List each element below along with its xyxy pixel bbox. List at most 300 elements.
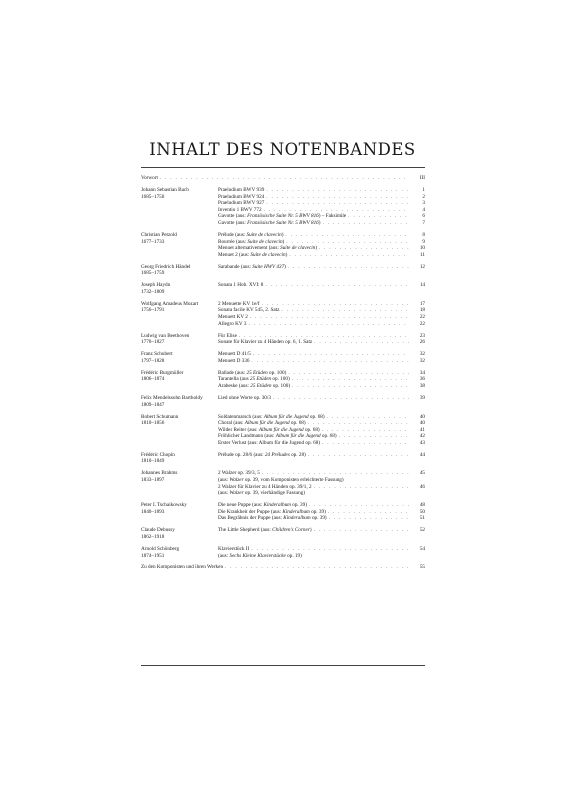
- toc-entry-work[interactable]: [218, 420, 425, 427]
- work-title: Sonata 1 Hob. XVI: 8: [218, 282, 264, 289]
- work-title-part: Tarantella (aus: [218, 376, 250, 383]
- composer-dates: 1840–1893: [141, 508, 165, 515]
- leader-dots: [225, 564, 409, 571]
- page-number: 14: [419, 282, 425, 289]
- composer-info: [141, 187, 218, 227]
- work-title-part: Bourrée (aus:: [218, 238, 248, 245]
- work-title-part: Gavotte (aus:: [218, 219, 248, 226]
- work-title-part: op. 100): [271, 382, 291, 389]
- composer-name: Georg Friedrich Händel: [141, 263, 191, 270]
- work-source-title: Französische Suite Nr. 5 BWV 816: [247, 213, 319, 220]
- leader-dots: [281, 307, 409, 314]
- toc-entry-work[interactable]: [218, 383, 425, 390]
- work-source-title: Kinderalbum: [283, 515, 311, 522]
- work-source-title: Französische Suite Nr. 5 BWV 816: [247, 219, 319, 226]
- composer-info: [141, 395, 218, 408]
- toc-entry-work[interactable]: [218, 220, 425, 227]
- bottom-rule: [141, 665, 425, 666]
- leader-dots: [314, 484, 409, 491]
- work-title: [218, 477, 344, 484]
- work-title: Praeludium BWV 927: [218, 200, 265, 207]
- work-list: [218, 452, 425, 465]
- page-number: 4: [422, 206, 425, 213]
- work-title-part: op. 39): [310, 515, 327, 522]
- work-source-title: Suite de clavecin: [246, 231, 282, 238]
- composer-block: [141, 301, 425, 327]
- work-source-title: Suite HWV 437: [252, 263, 285, 270]
- work-source-title: Sechs Kleine Klavierstücke: [229, 552, 286, 559]
- composer-block: [141, 264, 425, 277]
- composer-block: [141, 351, 425, 364]
- work-source-title: Walzer: [229, 477, 244, 484]
- page-number: 48: [419, 502, 425, 509]
- work-title: [218, 490, 305, 497]
- work-title: [218, 553, 302, 560]
- work-source-title: Suite de clavecin: [247, 238, 283, 245]
- composer-info: [141, 452, 218, 465]
- work-title: Inventio 1 BWV 772: [218, 206, 262, 213]
- entry-title: Zu den Komponisten und ihren Werken: [141, 564, 224, 571]
- toc-entry-work[interactable]: [218, 452, 425, 459]
- work-title-part: ): [309, 527, 312, 534]
- work-list: [218, 370, 425, 390]
- work-title: [218, 509, 326, 516]
- composer-dates: 1874–1951: [141, 552, 165, 559]
- work-source-title: Kinderalbum: [282, 508, 310, 515]
- page-number: 23: [419, 332, 425, 339]
- composer-name: Ludwig van Beethoven: [141, 332, 190, 339]
- composer-info: [141, 282, 218, 295]
- work-title: 2 Menuette KV 1e/f: [218, 300, 260, 307]
- composer-info: [141, 470, 218, 496]
- work-title: [218, 433, 337, 440]
- toc-entry-work[interactable]: [218, 509, 425, 516]
- work-title: [218, 232, 283, 239]
- toc-entry-work[interactable]: [218, 546, 425, 553]
- work-title: Praeludium BWV 924: [218, 193, 265, 200]
- composer-info: [141, 546, 218, 559]
- page-number: 46: [419, 483, 425, 490]
- composer-info: [141, 333, 218, 346]
- work-title-part: ): [284, 263, 286, 270]
- toc-entry-work[interactable]: [218, 502, 425, 509]
- composer-dates: 1806–1874: [141, 376, 165, 383]
- work-list: [218, 282, 425, 295]
- toc-entry-work[interactable]: [218, 307, 425, 314]
- work-title-part: op. 68): [320, 433, 337, 440]
- toc-entry-work[interactable]: [218, 264, 425, 271]
- composer-name: Johann Sebastian Bach: [141, 186, 189, 193]
- work-title: [218, 414, 325, 421]
- toc-entry-work[interactable]: [218, 433, 425, 440]
- toc-entry-work[interactable]: [218, 194, 425, 201]
- toc-entry-komponisten[interactable]: [141, 564, 425, 571]
- toc-entry-work[interactable]: [218, 239, 425, 246]
- page-number: 54: [419, 545, 425, 552]
- leader-dots: [308, 452, 409, 459]
- work-title: 2 Walzer op. 39/3, 5: [218, 470, 260, 477]
- work-list: [218, 470, 425, 496]
- toc-entry-work[interactable]: [218, 321, 425, 328]
- composer-name: Robert Schumann: [141, 413, 179, 420]
- toc-entry-work[interactable]: [218, 470, 425, 477]
- toc-entry-work[interactable]: [218, 527, 425, 534]
- toc-entry-work[interactable]: [218, 200, 425, 207]
- toc-entry-work[interactable]: [218, 376, 425, 383]
- page-title: INHALT DES NOTENBANDES: [149, 140, 416, 159]
- page-number: 44: [419, 451, 425, 458]
- composer-name: Johannes Brahms: [141, 470, 178, 477]
- composer-info: [141, 264, 218, 277]
- work-title: [218, 213, 346, 220]
- leader-dots: [288, 370, 409, 377]
- work-title: Praeludium BWV 939: [218, 186, 265, 193]
- composer-dates: 1797–1828: [141, 357, 165, 364]
- work-title-part: op. 100): [267, 369, 287, 376]
- composer-block: [141, 527, 425, 540]
- work-source-title: 25 Etüden: [249, 376, 272, 383]
- composer-dates: 1862–1918: [141, 534, 165, 540]
- composer-block: [141, 502, 425, 522]
- toc-entry-vorwort[interactable]: [141, 175, 425, 182]
- toc-entry-work[interactable]: [218, 395, 425, 402]
- page-number: 41: [419, 426, 425, 433]
- leader-dots: [319, 245, 409, 252]
- work-title: [218, 376, 290, 383]
- work-title-part: ): [285, 251, 288, 258]
- composer-name: Claude Debussy: [141, 527, 175, 534]
- work-title-part: op. 39, vom Komponisten erleichterte Fassung): [243, 477, 344, 484]
- toc-entry-work[interactable]: [218, 301, 425, 308]
- leader-dots: [266, 187, 409, 194]
- leader-dots: [251, 546, 409, 553]
- page-number: 36: [419, 376, 425, 383]
- toc-entry-work[interactable]: [218, 358, 425, 365]
- work-list: [218, 264, 425, 277]
- composer-block: [141, 452, 425, 465]
- page-number: 7: [422, 219, 425, 226]
- work-title: [218, 252, 287, 259]
- page-number: 26: [419, 339, 425, 346]
- page-number: 40: [419, 413, 425, 420]
- page-number: 12: [419, 263, 425, 270]
- toc-entry-work[interactable]: [218, 333, 425, 340]
- toc-entry-work[interactable]: [218, 351, 425, 358]
- page-number: 32: [419, 357, 425, 364]
- work-title-part: Die neue Puppe (aus:: [218, 502, 264, 509]
- composer-dates: 1685–1750: [141, 193, 165, 200]
- work-title: Sonate für Klavier zu 4 Händen op. 6, 1. Satz: [218, 339, 313, 346]
- page-number: 50: [419, 508, 425, 515]
- composer-info: [141, 351, 218, 364]
- leader-dots: [309, 502, 409, 509]
- leader-dots: [327, 414, 409, 421]
- work-list: [218, 527, 425, 540]
- composer-info: [141, 527, 218, 540]
- work-subtitle: [218, 477, 425, 484]
- work-title-part: (aus:: [218, 477, 230, 484]
- leader-dots: [285, 232, 409, 239]
- leader-dots: [322, 427, 409, 434]
- work-title-part: ): [318, 219, 321, 226]
- leader-dots: [253, 351, 409, 358]
- work-title-part: Ballade (aus:: [218, 369, 247, 376]
- work-title: [218, 515, 327, 522]
- work-title-part: Das Begräbnis der Puppe (aus:: [218, 515, 284, 522]
- work-title-part: (aus:: [218, 552, 230, 559]
- composer-name: Peter I. Tschaikowsky: [141, 502, 187, 509]
- composer-info: [141, 414, 218, 447]
- toc-entry-work[interactable]: [218, 314, 425, 321]
- leader-dots: [248, 321, 409, 328]
- work-title-part: ) – Faksimile: [318, 213, 347, 220]
- page-number: 3: [422, 200, 425, 207]
- toc-entry-work[interactable]: [218, 440, 425, 447]
- work-source-title: Suite de clavecin: [250, 251, 286, 258]
- leader-dots: [262, 470, 409, 477]
- work-title-part: op. 100): [271, 376, 290, 383]
- toc-entry-work[interactable]: [218, 252, 425, 259]
- toc-entry-work[interactable]: [218, 187, 425, 194]
- work-title: [218, 264, 286, 271]
- work-title-part: Arabeske (aus:: [218, 382, 251, 389]
- leader-dots: [288, 264, 409, 271]
- work-title-part: The Little Shepherd (aus:: [218, 527, 273, 534]
- composer-info: [141, 502, 218, 522]
- leader-dots: [322, 440, 409, 447]
- composer-list: [141, 187, 425, 559]
- page-number: 43: [419, 439, 425, 446]
- toc-entry-work[interactable]: [218, 414, 425, 421]
- work-title-part: op. 68): [308, 413, 325, 420]
- leader-dots: [314, 339, 409, 346]
- work-source-title: Suite de clavecin: [280, 245, 316, 252]
- toc-entry-work[interactable]: [218, 207, 425, 214]
- page-number: 8: [422, 231, 425, 238]
- page-number: 11: [420, 251, 425, 258]
- work-title-part: op. 68): [289, 420, 306, 427]
- work-title-part: op. 19): [285, 552, 302, 559]
- composer-dates: 1677–1733: [141, 238, 165, 245]
- leader-dots: [286, 239, 409, 246]
- composer-name: Joseph Haydn: [141, 282, 171, 289]
- work-source-title: Album für die Jugend: [275, 433, 321, 440]
- work-source-title: 24 Préludes: [264, 451, 290, 458]
- work-list: [218, 546, 425, 559]
- work-title-part: Prélude (aus:: [218, 231, 247, 238]
- leader-dots: [292, 383, 409, 390]
- page-number: 18: [419, 307, 425, 314]
- composer-block: [141, 333, 425, 346]
- work-source-title: Kinderalbum: [263, 502, 291, 509]
- toc-entry-work[interactable]: [218, 232, 425, 239]
- leader-dots: [329, 515, 409, 522]
- page-number: 55: [419, 564, 425, 571]
- work-title-part: ): [281, 231, 284, 238]
- composer-info: [141, 370, 218, 390]
- page-number: III: [419, 175, 425, 181]
- leader-dots: [339, 433, 409, 440]
- toc-entry-work[interactable]: [218, 427, 425, 434]
- leader-dots: [251, 358, 409, 365]
- composer-dates: 1810–1856: [141, 420, 165, 427]
- page-number: 42: [419, 433, 425, 440]
- work-title: [218, 239, 284, 246]
- leader-dots: [264, 207, 409, 214]
- composer-name: Christian Petzold: [141, 231, 177, 238]
- work-title: Menuett D 41/5: [218, 351, 251, 358]
- work-list: [218, 301, 425, 327]
- work-title: Sonata facile KV 545, 2. Satz: [218, 307, 280, 314]
- page-number: 2: [422, 193, 425, 200]
- work-title-part: ): [315, 245, 317, 252]
- work-list: [218, 232, 425, 258]
- composer-name: Felix Mendelssohn Bartholdy: [141, 394, 203, 401]
- work-title-part: Choral (aus:: [218, 420, 245, 427]
- composer-dates: 1809–1847: [141, 401, 165, 408]
- composer-name: Frédéric Burgmüller: [141, 369, 184, 376]
- work-title-part: Die Krankheit der Puppe (aus:: [218, 508, 283, 515]
- work-title: [218, 370, 286, 377]
- work-title-part: op. 39): [290, 502, 307, 509]
- work-list: [218, 414, 425, 447]
- page-number: 38: [419, 382, 425, 389]
- work-list: [218, 395, 425, 408]
- top-rule: [141, 167, 425, 168]
- page-number: 34: [419, 369, 425, 376]
- page-number: 40: [419, 420, 425, 427]
- work-title-part: Fröhlicher Landmann (aus:: [218, 433, 276, 440]
- leader-dots: [292, 376, 409, 383]
- leader-dots: [265, 282, 409, 289]
- leader-dots: [160, 175, 409, 182]
- work-title: Für Elise: [218, 332, 237, 339]
- work-title: [218, 220, 321, 227]
- work-source-title: 25 Etüden: [250, 382, 272, 389]
- composer-name: Arnold Schönberg: [141, 545, 180, 552]
- composer-block: [141, 232, 425, 258]
- composer-name: Franz Schubert: [141, 351, 173, 358]
- work-source-title: Album für die Jugend: [244, 420, 290, 427]
- composer-block: [141, 187, 425, 227]
- page-number: 10: [419, 245, 425, 252]
- work-subtitle: [218, 553, 425, 560]
- table-of-contents: [141, 170, 425, 576]
- work-source-title: Album für die Jugend: [258, 426, 304, 433]
- page-number: 22: [419, 314, 425, 321]
- leader-dots: [308, 420, 409, 427]
- leader-dots: [266, 200, 409, 207]
- work-title: Allegro KV 3: [218, 320, 247, 327]
- composer-name: Wolfgang Amadeus Mozart: [141, 300, 199, 307]
- work-title-part: Wilder Reiter (aus:: [218, 426, 259, 433]
- page-number: 51: [419, 515, 425, 522]
- work-title: [218, 527, 312, 534]
- work-title: [218, 420, 306, 427]
- work-title-part: Prélude op. 28/6 (aus:: [218, 451, 265, 458]
- work-source-title: Album für die Jugend: [263, 413, 309, 420]
- work-title-part: op. 28): [289, 451, 306, 458]
- work-list: [218, 351, 425, 364]
- work-list: [218, 502, 425, 522]
- leader-dots: [289, 252, 409, 259]
- work-title-part: Soldatenmarsch (aus:: [218, 413, 264, 420]
- page-number: 52: [419, 527, 425, 534]
- toc-entry-work[interactable]: [218, 370, 425, 377]
- toc-entry-work[interactable]: [218, 213, 425, 220]
- leader-dots: [250, 314, 409, 321]
- page-number: 32: [419, 351, 425, 358]
- work-title-part: Menuet alternativement (aus:: [218, 245, 281, 252]
- composer-block: [141, 395, 425, 408]
- page-number: 1: [422, 186, 425, 193]
- page-number: 9: [422, 238, 425, 245]
- composer-dates: 1685–1759: [141, 270, 165, 277]
- page-number: 22: [419, 320, 425, 327]
- composer-dates: 1756–1791: [141, 307, 165, 314]
- work-title-part: op. 68): [303, 426, 320, 433]
- toc-entry-work[interactable]: [218, 484, 425, 491]
- work-title: [218, 245, 317, 252]
- work-title: [218, 452, 306, 459]
- work-title-part: Sarabande (aus:: [218, 263, 253, 270]
- work-title: Menuett KV 2: [218, 314, 248, 321]
- work-title-part: ): [282, 238, 285, 245]
- page-number: 6: [422, 213, 425, 220]
- composer-block: [141, 546, 425, 559]
- leader-dots: [348, 213, 409, 220]
- composer-block: [141, 370, 425, 390]
- leader-dots: [239, 333, 409, 340]
- toc-entry-work[interactable]: [218, 245, 425, 252]
- leader-dots: [266, 194, 409, 201]
- work-title: 2 Walzer für Klavier zu 4 Händen op. 39/1, 2: [218, 483, 312, 490]
- work-subtitle: [218, 490, 425, 497]
- composer-info: [141, 301, 218, 327]
- work-source-title: 25 Etüden: [246, 369, 268, 376]
- work-title: Lied ohne Worte op. 30/3: [218, 394, 271, 401]
- composer-dates: 1732–1809: [141, 288, 165, 295]
- work-source-title: Walzer: [229, 490, 244, 497]
- work-title-part: Gavotte (aus:: [218, 213, 248, 220]
- leader-dots: [328, 509, 409, 516]
- work-title: [218, 502, 307, 509]
- toc-entry-work[interactable]: [218, 282, 425, 289]
- leader-dots: [323, 220, 409, 227]
- leader-dots: [262, 301, 409, 308]
- composer-dates: 1810–1849: [141, 458, 165, 465]
- work-title: [218, 383, 290, 390]
- page-number: 39: [419, 394, 425, 401]
- toc-entry-work[interactable]: [218, 515, 425, 522]
- composer-info: [141, 232, 218, 258]
- leader-dots: [314, 527, 409, 534]
- work-title-part: Menuet 2 (aus:: [218, 251, 251, 258]
- work-title: Erster Verlust (aus: Album für die Jugend op. 68): [218, 439, 321, 446]
- work-title-part: op. 39): [309, 508, 326, 515]
- composer-block: [141, 414, 425, 447]
- work-title: [218, 427, 320, 434]
- toc-entry-work[interactable]: [218, 339, 425, 346]
- page-number: 17: [419, 300, 425, 307]
- composer-dates: 1833–1897: [141, 477, 165, 484]
- composer-block: [141, 282, 425, 295]
- work-title-part: op. 39, vierhändige Fassung): [243, 490, 306, 497]
- work-title: Menuett D 336: [218, 357, 250, 364]
- entry-title: Vorwort: [141, 175, 158, 181]
- composer-dates: 1770–1827: [141, 339, 165, 346]
- page-number: 45: [419, 470, 425, 477]
